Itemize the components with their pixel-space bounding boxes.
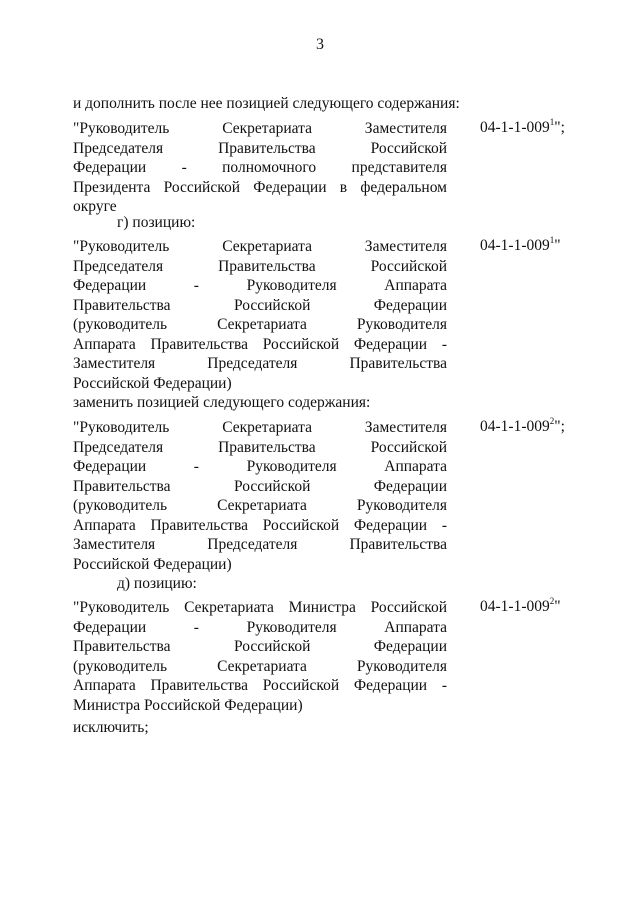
entry-line: "Руководитель Секретариата Заместителя — [73, 419, 447, 436]
code-tail: "; — [554, 418, 565, 435]
code-main: 04-1-1-009 — [480, 418, 550, 435]
code-tail: " — [554, 237, 561, 254]
exclude-line: исключить; — [73, 719, 149, 736]
item-d-line: д) позицию: — [117, 575, 197, 592]
entry-line: Правительства Российской Федерации — [73, 638, 447, 655]
entry-line: округе — [73, 198, 117, 215]
entry-line: Федерации - Руководителя Аппарата — [73, 618, 447, 636]
entry-line: "Руководитель Секретариата Заместителя — [73, 120, 447, 137]
entry-line: Российской Федерации) — [73, 555, 232, 573]
position-code-4 — [480, 598, 561, 616]
code-superscript: 2 — [549, 416, 555, 426]
entry-line: (руководитель Секретариата Руководителя — [73, 316, 447, 333]
entry-line: Председателя Правительства Российской — [73, 438, 447, 456]
entry-line: (руководитель Секретариата Руководителя — [73, 497, 447, 514]
entry-line: Аппарата Правительства Российской Федерации - — [73, 677, 447, 694]
page-number: 3 — [316, 36, 324, 53]
entry-line: Заместителя Председателя Правительства — [73, 355, 447, 372]
code-superscript: 1 — [549, 235, 555, 245]
position-code-1 — [480, 119, 565, 137]
position-entry-3-text — [73, 418, 447, 574]
entry-line: Российской Федерации) — [73, 374, 232, 392]
entry-line: Правительства Российской Федерации — [73, 296, 447, 314]
position-entry-1-text — [73, 119, 447, 217]
entry-line: Аппарата Правительства Российской Федерации - — [73, 335, 447, 353]
entry-line: Министра Российской Федерации) — [73, 696, 303, 714]
position-entry-2-text — [73, 237, 447, 393]
entry-line: Федерации - полномочного представителя — [73, 159, 447, 176]
entry-line: Председателя Правительства Российской — [73, 139, 447, 157]
entry-line: Федерации - Руководителя Аппарата — [73, 277, 447, 294]
entry-line: Заместителя Председателя Правительства — [73, 536, 447, 553]
code-main: 04-1-1-009 — [480, 598, 550, 615]
code-main: 04-1-1-009 — [480, 237, 550, 254]
code-tail: "; — [554, 119, 565, 136]
entry-line: Председателя Правительства Российской — [73, 257, 447, 275]
entry-line: (руководитель Секретариата Руководителя — [73, 657, 447, 675]
position-entry-4-text — [73, 598, 447, 715]
code-main: 04-1-1-009 — [480, 119, 550, 136]
position-code-3 — [480, 418, 565, 436]
entry-line: Федерации - Руководителя Аппарата — [73, 458, 447, 475]
replace-line: заменить позицией следующего содержания: — [73, 394, 371, 411]
code-superscript: 1 — [549, 117, 555, 127]
code-tail: " — [554, 598, 561, 615]
entry-line: Президента Российской Федерации в федеральном — [73, 178, 447, 196]
item-g-line: г) позицию: — [117, 214, 196, 231]
entry-line: "Руководитель Секретариата Министра Российской — [73, 599, 447, 616]
entry-line: Правительства Российской Федерации — [73, 477, 447, 495]
position-code-2 — [480, 237, 561, 255]
entry-line: Аппарата Правительства Российской Федерации - — [73, 516, 447, 534]
intro-line: и дополнить после нее позицией следующего содержания: — [73, 95, 460, 112]
code-superscript: 2 — [549, 596, 555, 606]
entry-line: "Руководитель Секретариата Заместителя — [73, 238, 447, 255]
